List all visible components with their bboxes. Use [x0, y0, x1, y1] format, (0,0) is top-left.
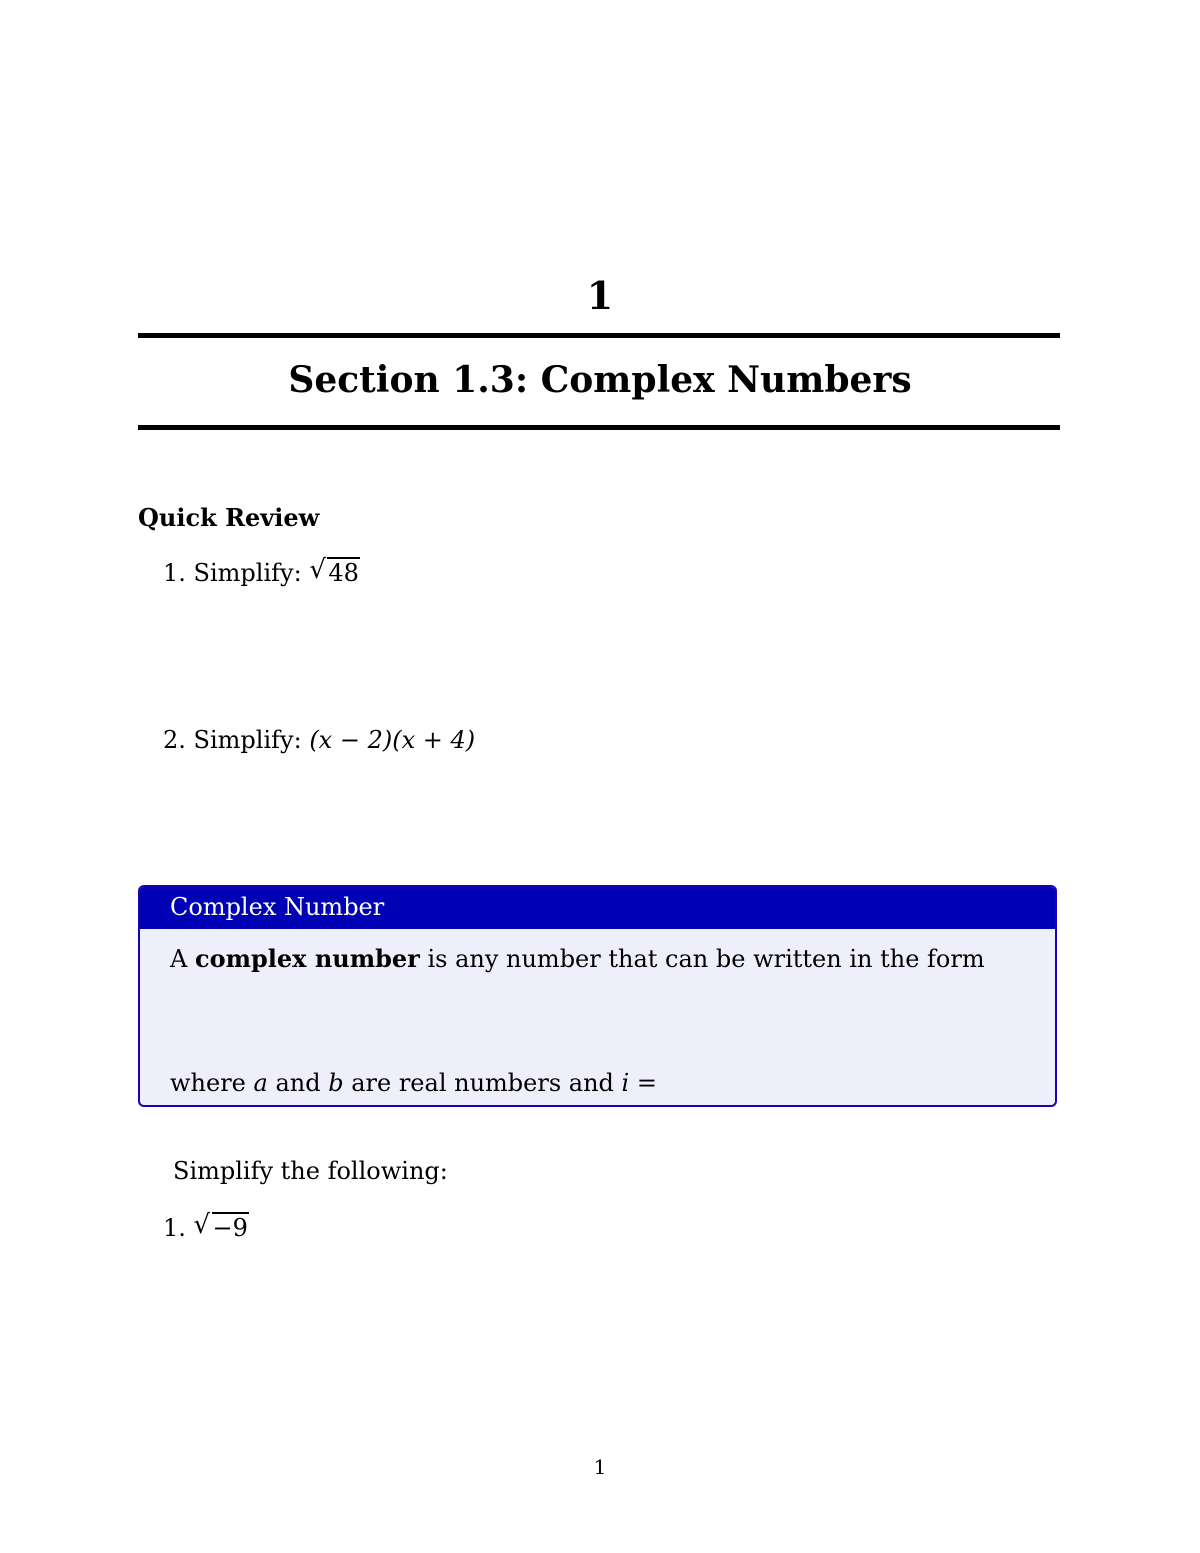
- variable-i: i: [621, 1069, 630, 1097]
- item-prefix: Simplify:: [193, 559, 302, 587]
- definition-text-start: A: [170, 945, 195, 973]
- square-root-expression: [309, 557, 360, 589]
- definition-text: [170, 943, 985, 975]
- conditions-text: where: [170, 1069, 254, 1097]
- quick-review-item-1: [163, 557, 360, 589]
- title-rule-top: [138, 333, 1060, 338]
- quick-review-heading: Quick Review: [138, 503, 320, 532]
- radicand: 48: [328, 559, 359, 587]
- radical-sign-icon: √: [309, 555, 326, 585]
- item-number: 1.: [163, 559, 186, 587]
- page-number: 1: [593, 1455, 607, 1479]
- square-root-expression: [194, 1212, 249, 1244]
- section-title: Section 1.3: Complex Numbers: [288, 359, 912, 401]
- conditions-text: are real numbers and: [343, 1069, 622, 1097]
- quick-review-item-2: [163, 724, 475, 756]
- defined-term: complex number: [194, 944, 420, 973]
- math-expression: (x − 2)(x + 4): [309, 726, 476, 754]
- definition-text-end: is any number that can be written in the form: [419, 945, 985, 973]
- radicand: −9: [212, 1214, 248, 1242]
- radical-sign-icon: √: [193, 1210, 211, 1240]
- chapter-number: 1: [586, 273, 614, 318]
- definition-conditions: [170, 1067, 657, 1099]
- item-prefix: Simplify:: [193, 726, 302, 754]
- conditions-text: and: [267, 1069, 329, 1097]
- equals-sign: =: [629, 1069, 657, 1097]
- definition-box-header: [140, 887, 1055, 929]
- variable-b: b: [328, 1069, 344, 1097]
- title-rule-bottom: [138, 425, 1060, 430]
- variable-a: a: [253, 1069, 268, 1097]
- exercise-item-1: [163, 1212, 249, 1244]
- item-number: 1.: [163, 1214, 186, 1242]
- item-number: 2.: [163, 726, 186, 754]
- definition-box: [138, 885, 1057, 1107]
- definition-box-title: Complex Number: [170, 893, 385, 921]
- exercise-instructions: Simplify the following:: [173, 1157, 448, 1185]
